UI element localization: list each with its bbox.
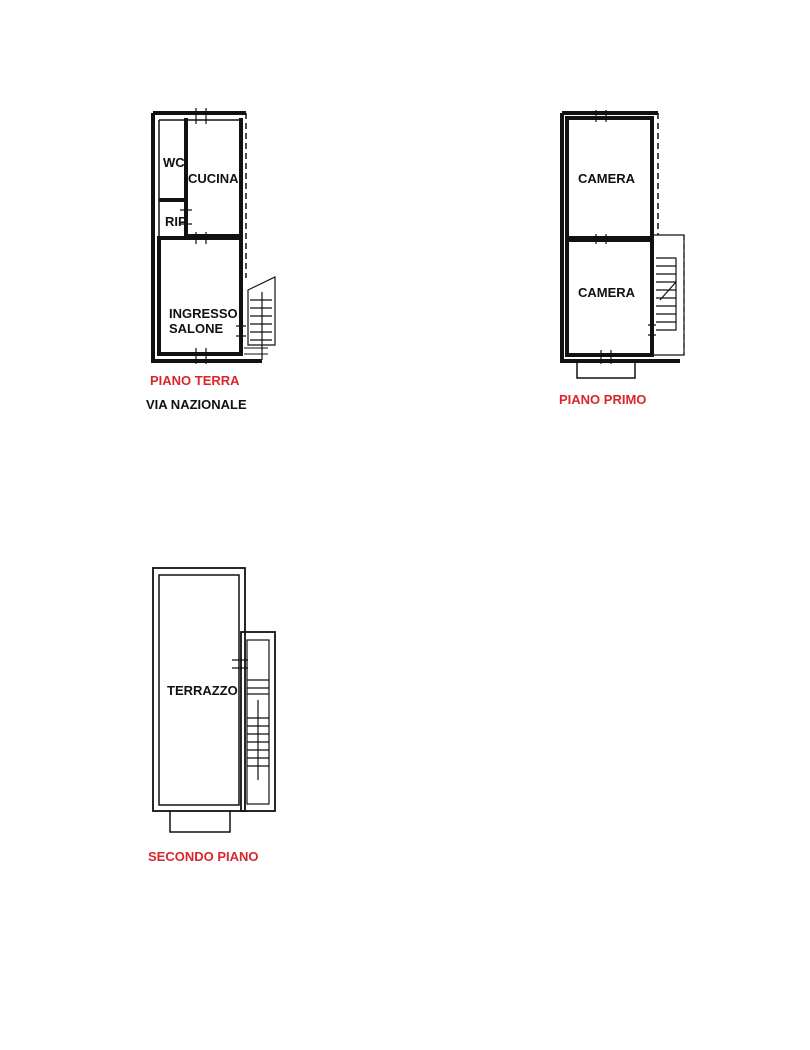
room-label-storage: RIP xyxy=(165,214,187,229)
first-floor-balcony xyxy=(577,361,635,378)
room-label-entrance-line2: SALONE xyxy=(169,321,224,336)
room-label-entrance-line1: INGRESSO xyxy=(169,306,238,321)
second-floor-caption: SECONDO PIANO xyxy=(148,849,259,864)
ground-floor-small-stairs xyxy=(244,348,268,354)
second-floor-plan xyxy=(153,568,275,832)
street-label: VIA NAZIONALE xyxy=(146,397,247,412)
room-label-bedroom-top: CAMERA xyxy=(578,171,636,186)
room-label-bedroom-bottom: CAMERA xyxy=(578,285,636,300)
room-label-wc: WC xyxy=(163,155,185,170)
salone-walls xyxy=(159,238,241,354)
first-floor-staircase xyxy=(654,235,684,355)
second-floor-stair-steps xyxy=(247,680,269,780)
ground-floor-caption: PIANO TERRA xyxy=(150,373,240,388)
first-floor-caption: PIANO PRIMO xyxy=(559,392,647,407)
first-floor-plan xyxy=(562,110,684,378)
room-label-kitchen: CUCINA xyxy=(188,171,239,186)
room-label-terrace: TERRAZZO xyxy=(167,683,238,698)
second-floor-balcony xyxy=(170,811,230,832)
